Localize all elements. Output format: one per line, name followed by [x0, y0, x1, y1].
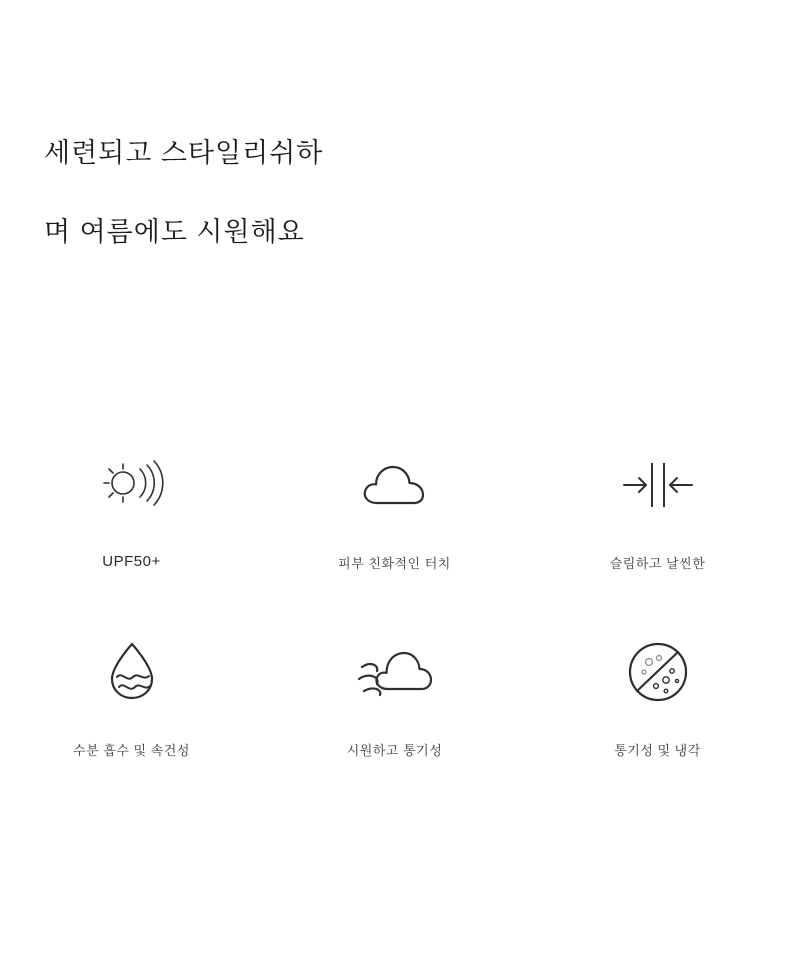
feature-row — [0, 445, 790, 572]
feature-label: 통기성 및 냉각 — [614, 743, 701, 758]
no-dust-circle-icon — [622, 632, 694, 712]
feature-label: 피부 친화적인 터치 — [338, 556, 451, 571]
slim-fit-arrows-icon — [618, 445, 698, 525]
feature-label: 시원하고 통기성 — [346, 743, 443, 758]
feature-label: UPF50+ — [102, 553, 161, 570]
sun-uv-icon — [96, 445, 168, 525]
water-drop-wave-icon — [97, 632, 167, 712]
feature-item-upf50 — [0, 445, 263, 572]
feature-item-skin-friendly — [263, 445, 526, 572]
feature-item-ventilation-cooling — [526, 632, 789, 759]
feature-item-quick-dry — [0, 632, 263, 759]
feature-label: 수분 흡수 및 속건성 — [73, 743, 190, 758]
headline-block — [44, 140, 684, 298]
feature-grid — [0, 445, 790, 819]
wind-cloud-icon — [352, 632, 438, 712]
headline-line-1: 세련되고 스타일리쉬하 — [44, 138, 324, 168]
feature-item-slim — [526, 445, 789, 572]
feature-item-breathable-cool — [263, 632, 526, 759]
cloud-icon — [355, 445, 435, 525]
feature-row — [0, 632, 790, 759]
feature-label: 슬림하고 날씬한 — [609, 556, 706, 571]
headline-line-2: 며 여름에도 시원해요 — [44, 217, 305, 247]
